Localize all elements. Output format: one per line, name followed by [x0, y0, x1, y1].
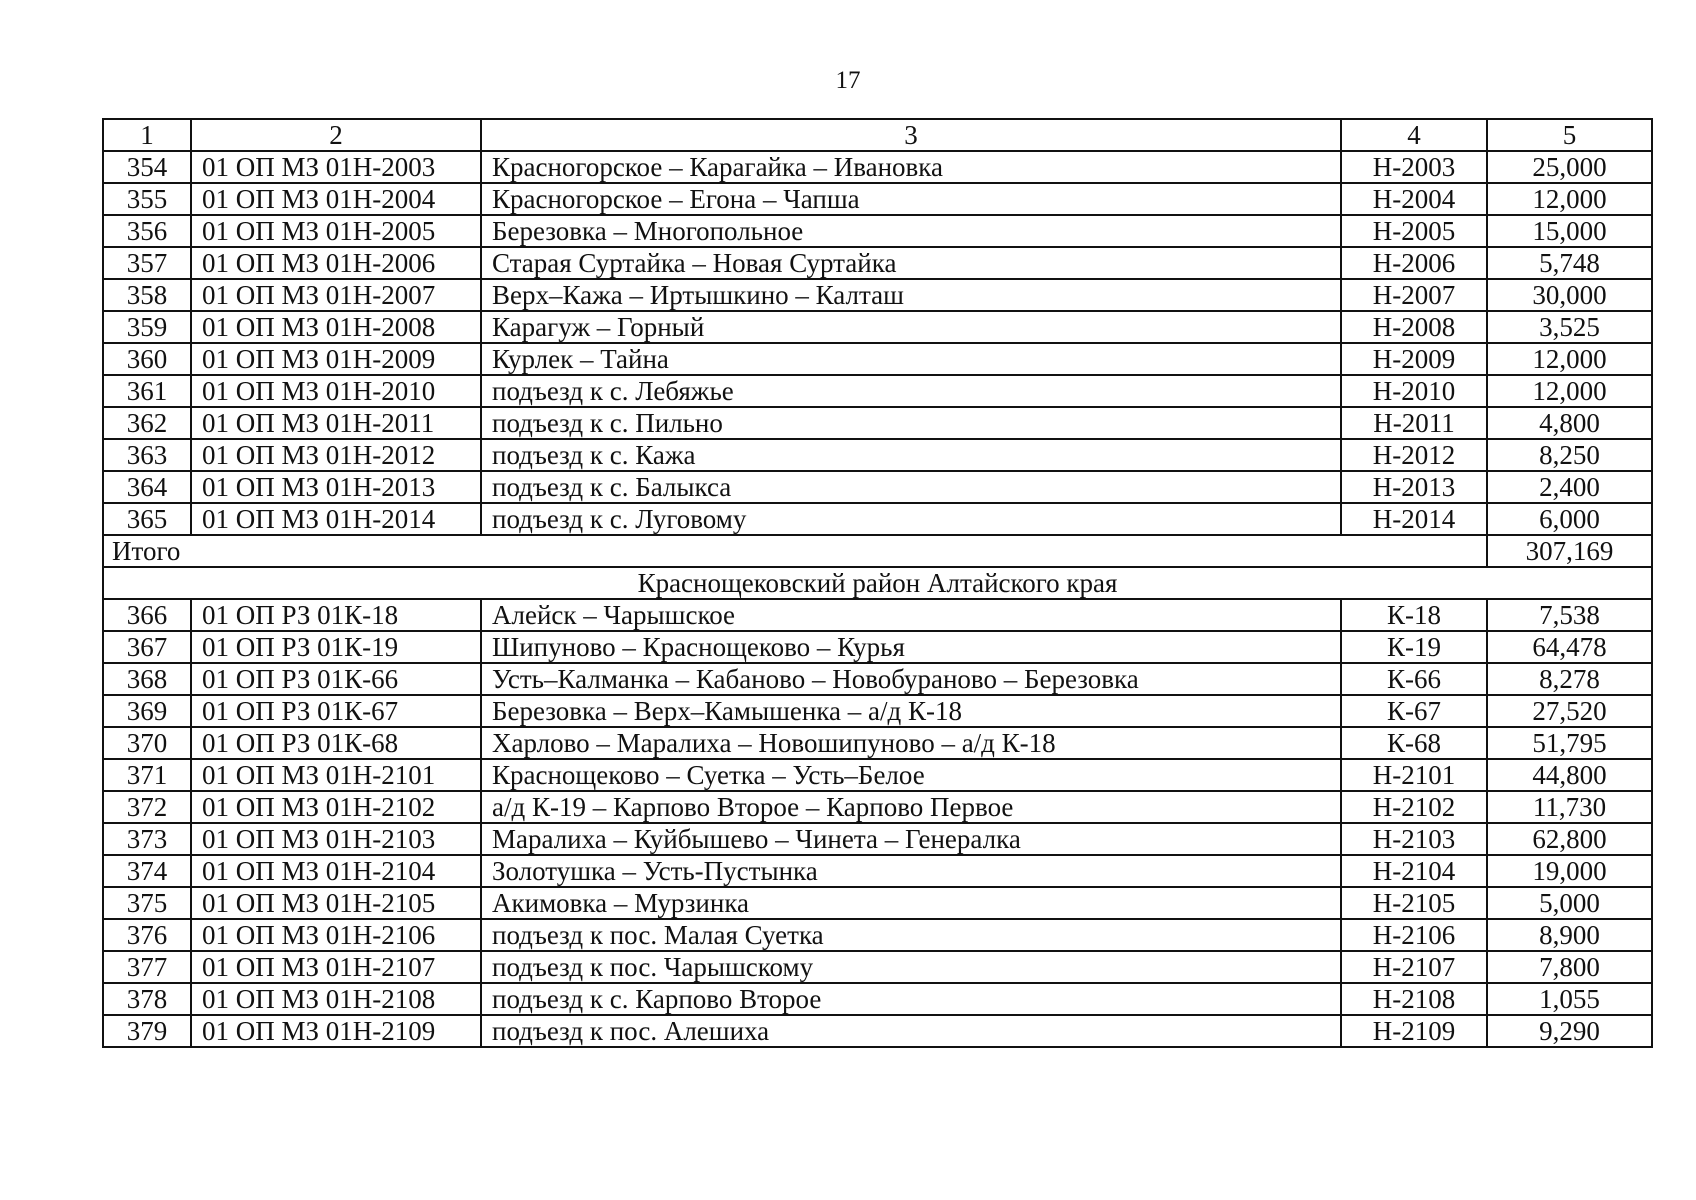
road-code: 01 ОП МЗ 01Н-2008 — [191, 311, 481, 343]
total-row — [103, 535, 1652, 567]
road-length: 1,055 — [1487, 983, 1652, 1015]
section-row — [103, 567, 1652, 599]
row-number: 356 — [103, 215, 191, 247]
table-row — [103, 663, 1652, 695]
table-row — [103, 599, 1652, 631]
table-row — [103, 919, 1652, 951]
road-code: 01 ОП МЗ 01Н-2013 — [191, 471, 481, 503]
road-name: Алейск – Чарышское — [481, 599, 1341, 631]
road-id: К-19 — [1341, 631, 1487, 663]
road-name: Старая Суртайка – Новая Суртайка — [481, 247, 1341, 279]
row-number: 359 — [103, 311, 191, 343]
table-row — [103, 887, 1652, 919]
road-id: Н-2010 — [1341, 375, 1487, 407]
table-row — [103, 855, 1652, 887]
row-number: 357 — [103, 247, 191, 279]
road-code: 01 ОП РЗ 01К-66 — [191, 663, 481, 695]
header-col-2: 2 — [191, 119, 481, 151]
table-row — [103, 759, 1652, 791]
table-row — [103, 311, 1652, 343]
row-number: 370 — [103, 727, 191, 759]
road-length: 27,520 — [1487, 695, 1652, 727]
road-length: 11,730 — [1487, 791, 1652, 823]
road-name: Харлово – Маралиха – Новошипуново – а/д К-18 — [481, 727, 1341, 759]
road-id: Н-2104 — [1341, 855, 1487, 887]
road-code: 01 ОП МЗ 01Н-2007 — [191, 279, 481, 311]
road-code: 01 ОП МЗ 01Н-2106 — [191, 919, 481, 951]
table-body-a — [103, 151, 1652, 535]
table-row — [103, 215, 1652, 247]
road-length: 15,000 — [1487, 215, 1652, 247]
table-row — [103, 407, 1652, 439]
table-row — [103, 183, 1652, 215]
road-code: 01 ОП МЗ 01Н-2105 — [191, 887, 481, 919]
row-number: 361 — [103, 375, 191, 407]
road-code: 01 ОП МЗ 01Н-2014 — [191, 503, 481, 535]
table-row — [103, 439, 1652, 471]
road-code: 01 ОП МЗ 01Н-2004 — [191, 183, 481, 215]
road-name: Маралиха – Куйбышево – Чинета – Генералка — [481, 823, 1341, 855]
row-number: 360 — [103, 343, 191, 375]
header-col-5: 5 — [1487, 119, 1652, 151]
table-row — [103, 951, 1652, 983]
road-name: Краснощеково – Суетка – Усть–Белое — [481, 759, 1341, 791]
road-name: а/д К-19 – Карпово Второе – Карпово Первое — [481, 791, 1341, 823]
road-length: 7,800 — [1487, 951, 1652, 983]
row-number: 377 — [103, 951, 191, 983]
table-row — [103, 791, 1652, 823]
table-row — [103, 983, 1652, 1015]
table-row — [103, 727, 1652, 759]
page-number: 17 — [835, 67, 861, 94]
road-code: 01 ОП МЗ 01Н-2009 — [191, 343, 481, 375]
road-length: 12,000 — [1487, 183, 1652, 215]
road-id: Н-2005 — [1341, 215, 1487, 247]
road-code: 01 ОП РЗ 01К-19 — [191, 631, 481, 663]
road-code: 01 ОП МЗ 01Н-2011 — [191, 407, 481, 439]
row-number: 374 — [103, 855, 191, 887]
row-number: 375 — [103, 887, 191, 919]
road-name: подъезд к с. Балыкса — [481, 471, 1341, 503]
road-length: 6,000 — [1487, 503, 1652, 535]
road-name: Курлек – Тайна — [481, 343, 1341, 375]
row-number: 368 — [103, 663, 191, 695]
row-number: 367 — [103, 631, 191, 663]
road-name: Березовка – Многопольное — [481, 215, 1341, 247]
road-name: Карагуж – Горный — [481, 311, 1341, 343]
road-code: 01 ОП МЗ 01Н-2010 — [191, 375, 481, 407]
road-code: 01 ОП МЗ 01Н-2012 — [191, 439, 481, 471]
road-code: 01 ОП МЗ 01Н-2108 — [191, 983, 481, 1015]
road-id: Н-2011 — [1341, 407, 1487, 439]
road-name: подъезд к с. Кажа — [481, 439, 1341, 471]
road-name: Шипуново – Краснощеково – Курья — [481, 631, 1341, 663]
road-length: 51,795 — [1487, 727, 1652, 759]
road-id: Н-2109 — [1341, 1015, 1487, 1047]
road-code: 01 ОП РЗ 01К-68 — [191, 727, 481, 759]
row-number: 362 — [103, 407, 191, 439]
road-code: 01 ОП МЗ 01Н-2104 — [191, 855, 481, 887]
row-number: 365 — [103, 503, 191, 535]
table-row — [103, 247, 1652, 279]
road-id: Н-2013 — [1341, 471, 1487, 503]
table-row — [103, 151, 1652, 183]
roads-table — [102, 118, 1653, 1048]
road-name: подъезд к с. Луговому — [481, 503, 1341, 535]
road-id: Н-2108 — [1341, 983, 1487, 1015]
road-length: 8,900 — [1487, 919, 1652, 951]
road-code: 01 ОП МЗ 01Н-2101 — [191, 759, 481, 791]
road-id: Н-2012 — [1341, 439, 1487, 471]
road-length: 19,000 — [1487, 855, 1652, 887]
road-name: подъезд к пос. Чарышскому — [481, 951, 1341, 983]
road-name: подъезд к с. Карпово Второе — [481, 983, 1341, 1015]
road-id: Н-2107 — [1341, 951, 1487, 983]
road-length: 12,000 — [1487, 343, 1652, 375]
header-col-3: 3 — [481, 119, 1341, 151]
row-number: 355 — [103, 183, 191, 215]
road-id: Н-2004 — [1341, 183, 1487, 215]
road-length: 8,278 — [1487, 663, 1652, 695]
table-row — [103, 471, 1652, 503]
road-length: 2,400 — [1487, 471, 1652, 503]
table-body-summary — [103, 535, 1652, 599]
road-id: Н-2009 — [1341, 343, 1487, 375]
road-code: 01 ОП МЗ 01Н-2005 — [191, 215, 481, 247]
road-name: Усть–Калманка – Кабаново – Новобураново – Березовка — [481, 663, 1341, 695]
table-row — [103, 279, 1652, 311]
table-row — [103, 695, 1652, 727]
road-name: подъезд к с. Лебяжье — [481, 375, 1341, 407]
road-name: подъезд к пос. Малая Суетка — [481, 919, 1341, 951]
road-length: 8,250 — [1487, 439, 1652, 471]
road-code: 01 ОП МЗ 01Н-2109 — [191, 1015, 481, 1047]
header-col-1: 1 — [103, 119, 191, 151]
road-id: К-68 — [1341, 727, 1487, 759]
road-id: Н-2003 — [1341, 151, 1487, 183]
road-code: 01 ОП МЗ 01Н-2102 — [191, 791, 481, 823]
road-length: 5,748 — [1487, 247, 1652, 279]
road-length: 7,538 — [1487, 599, 1652, 631]
road-length: 12,000 — [1487, 375, 1652, 407]
row-number: 363 — [103, 439, 191, 471]
road-id: К-18 — [1341, 599, 1487, 631]
road-code: 01 ОП РЗ 01К-67 — [191, 695, 481, 727]
road-length: 5,000 — [1487, 887, 1652, 919]
table-row — [103, 823, 1652, 855]
road-id: Н-2006 — [1341, 247, 1487, 279]
road-name: Березовка – Верх–Камышенка – а/д К-18 — [481, 695, 1341, 727]
road-id: Н-2103 — [1341, 823, 1487, 855]
road-name: подъезд к с. Пильно — [481, 407, 1341, 439]
table-row — [103, 631, 1652, 663]
table-row — [103, 343, 1652, 375]
table-row — [103, 1015, 1652, 1047]
row-number: 366 — [103, 599, 191, 631]
road-id: Н-2008 — [1341, 311, 1487, 343]
row-number: 354 — [103, 151, 191, 183]
row-number: 358 — [103, 279, 191, 311]
row-number: 376 — [103, 919, 191, 951]
table-row — [103, 375, 1652, 407]
road-id: Н-2014 — [1341, 503, 1487, 535]
total-value: 307,169 — [1487, 535, 1652, 567]
row-number: 369 — [103, 695, 191, 727]
table-row — [103, 503, 1652, 535]
table-body-b — [103, 599, 1652, 1047]
road-name: подъезд к пос. Алешиха — [481, 1015, 1341, 1047]
road-id: К-67 — [1341, 695, 1487, 727]
road-code: 01 ОП РЗ 01К-18 — [191, 599, 481, 631]
header-col-4: 4 — [1341, 119, 1487, 151]
row-number: 379 — [103, 1015, 191, 1047]
road-code: 01 ОП МЗ 01Н-2006 — [191, 247, 481, 279]
road-length: 44,800 — [1487, 759, 1652, 791]
road-id: Н-2101 — [1341, 759, 1487, 791]
road-id: Н-2105 — [1341, 887, 1487, 919]
road-length: 3,525 — [1487, 311, 1652, 343]
row-number: 364 — [103, 471, 191, 503]
road-id: К-66 — [1341, 663, 1487, 695]
road-name: Красногорское – Карагайка – Ивановка — [481, 151, 1341, 183]
road-length: 9,290 — [1487, 1015, 1652, 1047]
road-length: 30,000 — [1487, 279, 1652, 311]
road-id: Н-2007 — [1341, 279, 1487, 311]
row-number: 378 — [103, 983, 191, 1015]
road-length: 4,800 — [1487, 407, 1652, 439]
road-code: 01 ОП МЗ 01Н-2107 — [191, 951, 481, 983]
total-label: Итого — [103, 535, 1487, 567]
row-number: 373 — [103, 823, 191, 855]
road-name: Красногорское – Егона – Чапша — [481, 183, 1341, 215]
road-length: 25,000 — [1487, 151, 1652, 183]
section-title: Краснощековский район Алтайского края — [103, 567, 1652, 599]
road-name: Верх–Кажа – Иртышкино – Калташ — [481, 279, 1341, 311]
road-length: 64,478 — [1487, 631, 1652, 663]
road-name: Золотушка – Усть-Пустынка — [481, 855, 1341, 887]
road-code: 01 ОП МЗ 01Н-2003 — [191, 151, 481, 183]
road-id: Н-2106 — [1341, 919, 1487, 951]
row-number: 372 — [103, 791, 191, 823]
road-name: Акимовка – Мурзинка — [481, 887, 1341, 919]
header-row — [103, 119, 1652, 151]
road-length: 62,800 — [1487, 823, 1652, 855]
road-id: Н-2102 — [1341, 791, 1487, 823]
road-code: 01 ОП МЗ 01Н-2103 — [191, 823, 481, 855]
row-number: 371 — [103, 759, 191, 791]
